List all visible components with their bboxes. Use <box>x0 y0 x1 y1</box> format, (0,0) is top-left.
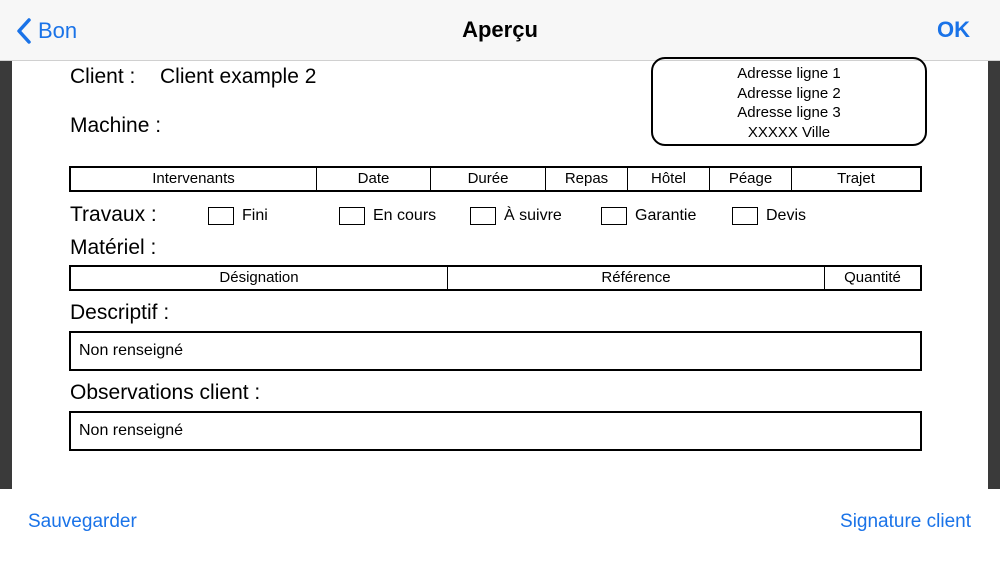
checkbox-fini-label: Fini <box>242 207 268 224</box>
checkbox-devis <box>732 207 806 225</box>
page-title: Aperçu <box>462 17 538 42</box>
materiel-table-header <box>69 265 922 291</box>
checkbox-garantie-box <box>601 207 627 225</box>
checkbox-en-cours-label: En cours <box>373 207 437 224</box>
checkbox-a-suivre-box <box>470 207 496 225</box>
address-line-2: Adresse ligne 2 <box>737 84 841 102</box>
ok-button[interactable]: OK <box>937 17 970 42</box>
materiel-label: Matériel : <box>70 236 157 259</box>
observations-label: Observations client : <box>70 381 261 404</box>
travaux-label: Travaux : <box>70 203 157 226</box>
observations-box: Non renseigné <box>69 411 922 451</box>
address-city: XXXXX Ville <box>747 123 831 141</box>
address-box <box>651 57 927 146</box>
column-duree: Durée <box>431 168 546 190</box>
client-value: Client example 2 <box>160 65 317 88</box>
checkbox-fini-box <box>208 207 234 225</box>
checkbox-fini <box>208 207 268 225</box>
column-intervenants: Intervenants <box>71 168 317 190</box>
checkbox-en-cours-box <box>339 207 365 225</box>
column-date: Date <box>317 168 431 190</box>
checkbox-en-cours <box>339 207 436 225</box>
navigation-bar <box>0 0 1000 61</box>
checkbox-devis-label: Devis <box>766 207 807 224</box>
checkbox-garantie <box>601 207 696 225</box>
descriptif-box: Non renseigné <box>69 331 922 371</box>
bottom-toolbar <box>0 489 1000 563</box>
signature-button[interactable]: Signature client <box>840 511 971 532</box>
machine-label: Machine : <box>70 114 162 137</box>
column-reference: Référence <box>448 267 825 289</box>
column-repas: Repas <box>546 168 628 190</box>
client-label: Client : <box>70 65 136 88</box>
checkbox-devis-box <box>732 207 758 225</box>
intervention-table-header <box>69 166 922 192</box>
save-button[interactable]: Sauvegarder <box>28 511 137 532</box>
column-trajet: Trajet <box>837 170 875 187</box>
document-page <box>12 61 988 489</box>
checkbox-a-suivre-label: À suivre <box>504 207 562 224</box>
column-quantite: Quantité <box>844 269 901 286</box>
descriptif-label: Descriptif : <box>70 301 170 324</box>
column-peage: Péage <box>710 168 792 190</box>
address-line-3: Adresse ligne 3 <box>737 104 841 121</box>
column-designation: Désignation <box>71 267 448 289</box>
back-button-label: Bon <box>38 18 78 43</box>
preview-area[interactable] <box>0 61 1000 489</box>
checkbox-a-suivre <box>470 207 562 225</box>
column-hotel: Hôtel <box>628 168 710 190</box>
checkbox-garantie-label: Garantie <box>635 207 697 224</box>
address-line-1: Adresse ligne 1 <box>737 65 841 82</box>
